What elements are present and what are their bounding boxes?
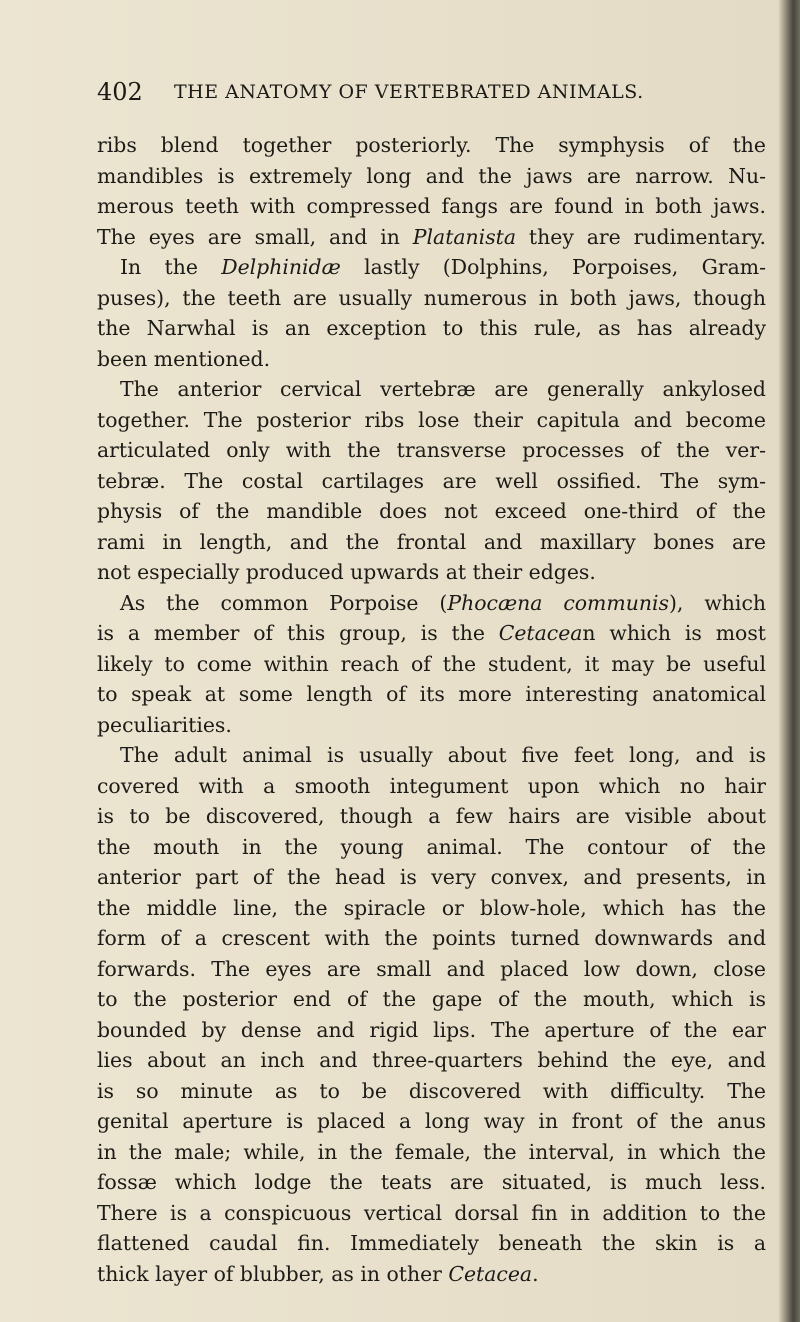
- text-line: anterior part of the head is very convex, and presents, in: [97, 865, 766, 889]
- text-line: merous teeth with compressed fangs are found in both jaws.: [97, 194, 766, 218]
- text-line: bounded by dense and rigid lips. The aperture of the ear: [97, 1017, 766, 1042]
- text-line: in the male; while, in the female, the interval, in which the: [97, 1139, 766, 1164]
- text-line: As the common Porpoise (Phocæna communis), which: [120, 590, 766, 615]
- text-line: is a member of this group, is the Cetacean which is most: [97, 621, 766, 645]
- running-head: THE ANATOMY OF VERTEBRATED ANIMALS.: [174, 81, 644, 103]
- text-line: the middle line, the spiracle or blow-hole, which has the: [97, 895, 766, 920]
- text-line: been mentioned.: [97, 346, 271, 371]
- text-line: form of a crescent with the points turned downwards and: [97, 926, 766, 950]
- text-line: rami in length, and the frontal and maxillary bones are: [97, 529, 766, 554]
- text-line: articulated only with the transverse processes of the ver-: [97, 438, 766, 462]
- text-line: forwards. The eyes are small and placed low down, close: [97, 956, 766, 981]
- text-line: lies about an inch and three-quarters behind the eye, and: [97, 1048, 766, 1072]
- text-line: is to be discovered, though a few hairs are visible about: [97, 804, 766, 828]
- text-line: covered with a smooth integument upon which no hair: [97, 773, 766, 798]
- page-header: [97, 76, 797, 116]
- page-edge-shadow: [778, 0, 800, 1322]
- text-line: physis of the mandible does not exceed one-third of the: [97, 499, 766, 523]
- text-line: is so minute as to be discovered with difficulty. The: [97, 1078, 766, 1103]
- text-line: genital aperture is placed a long way in front of the anus: [97, 1109, 766, 1133]
- text-line: The adult animal is usually about five feet long, and is: [120, 743, 766, 767]
- body-text: [97, 130, 766, 1289]
- text-line: together. The posterior ribs lose their capitula and become: [97, 407, 766, 432]
- text-line: fossæ which lodge the teats are situated, is much less.: [97, 1170, 766, 1194]
- text-line: to the posterior end of the gape of the mouth, which is: [97, 987, 766, 1011]
- text-line: the mouth in the young animal. The contour of the: [97, 834, 766, 859]
- text-line: the Narwhal is an exception to this rule, as has already: [97, 316, 766, 340]
- text-line: peculiarities.: [97, 712, 232, 737]
- text-line: In the Delphinidæ lastly (Dolphins, Porpoises, Gram-: [120, 255, 766, 279]
- page-number: 402: [97, 78, 143, 106]
- text-line: thick layer of blubber, as in other Cetacea.: [97, 1261, 539, 1286]
- text-line: mandibles is extremely long and the jaws are narrow. Nu-: [97, 163, 766, 188]
- text-line: There is a conspicuous vertical dorsal fin in addition to the: [97, 1200, 766, 1225]
- text-line: The anterior cervical vertebræ are generally ankylosed: [120, 377, 766, 401]
- text-line: The eyes are small, and in Platanista they are rudimentary.: [97, 224, 766, 249]
- text-line: tebræ. The costal cartilages are well ossified. The sym-: [97, 468, 766, 493]
- text-line: not especially produced upwards at their edges.: [97, 560, 596, 584]
- text-line: to speak at some length of its more interesting anatomical: [97, 682, 766, 706]
- text-line: likely to come within reach of the student, it may be useful: [97, 651, 766, 676]
- text-line: puses), the teeth are usually numerous in both jaws, though: [97, 285, 766, 310]
- text-line: ribs blend together posteriorly. The symphysis of the: [97, 133, 766, 157]
- text-line: flattened caudal fin. Immediately beneath the skin is a: [97, 1231, 766, 1255]
